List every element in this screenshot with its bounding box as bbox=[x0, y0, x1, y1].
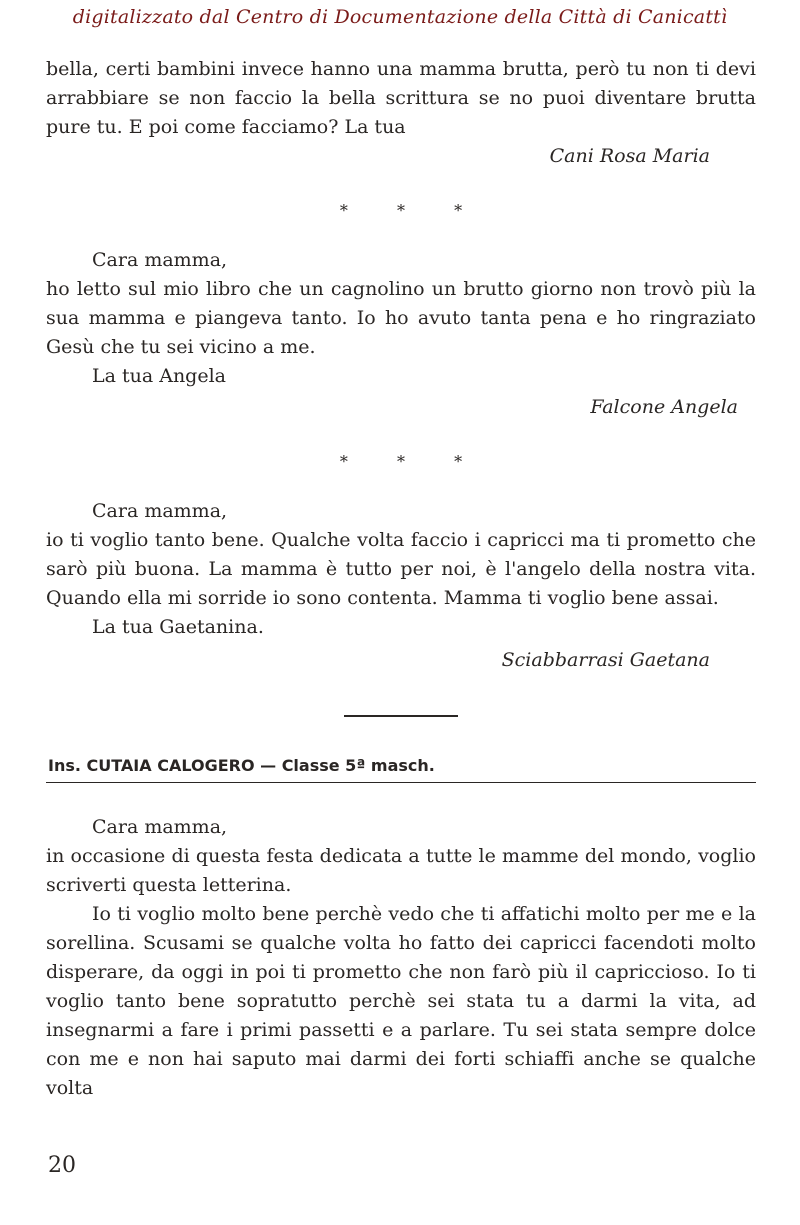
separator-stars-2: * * * bbox=[339, 452, 485, 471]
section-heading: Ins. CUTAIA CALOGERO — Classe 5ª masch. bbox=[48, 756, 435, 775]
letter-3-body: io ti voglio tanto bene. Qualche volta faccio i capricci ma ti prometto che sarò più buona. La mamma è tutto per noi, è l'angelo della nostra vita. Quando ella mi sorride io sono contenta. Mamma ti voglio bene assai. bbox=[46, 529, 756, 609]
letter-3-closing: La tua Gaetanina. bbox=[92, 616, 264, 638]
section-heading-rule bbox=[46, 782, 756, 783]
letter-2-greeting: Cara mamma, bbox=[92, 249, 228, 271]
page-content bbox=[46, 55, 756, 1103]
letter-1-body: bella, certi bambini invece hanno una mamma brutta, però tu non ti devi arrabbiare se non faccio la bella scrittura se no puoi diventare brutta pure tu. E poi come facciamo? La tua bbox=[46, 58, 756, 138]
letter-4-greeting: Cara mamma, bbox=[92, 816, 228, 838]
letter-3-signature: Sciabbarrasi Gaetana bbox=[501, 649, 710, 671]
letter-2-signature: Falcone Angela bbox=[590, 396, 738, 418]
letter-4-body-2: Io ti voglio molto bene perchè vedo che ti affatichi molto per me e la sorellina. Scusami se qualche volta ho fatto dei capricci facendoti molto disperare, da oggi in poi ti prometto che non farò più il capriccioso. Io ti voglio tanto bene sopratutto perchè sei stata tu a darmi la vita, ad insegnarmi a fare i primi passetti e a parlare. Tu sei stata sempre dolce con me e non hai saputo mai darmi dei forti schiaffi anche se qualche volta bbox=[46, 903, 756, 1099]
section-divider-short bbox=[344, 715, 458, 717]
letter-3-greeting: Cara mamma, bbox=[92, 500, 228, 522]
letter-2-body: ho letto sul mio libro che un cagnolino un brutto giorno non trovò più la sua mamma e piangeva tanto. Io ho avuto tanta pena e ho ringraziato Gesù che tu sei vicino a me. bbox=[46, 278, 756, 358]
letter-4-body-1: in occasione di questa festa dedicata a tutte le mamme del mondo, voglio scriverti questa letterina. bbox=[46, 845, 756, 896]
digitization-watermark: digitalizzato dal Centro di Documentazione della Città di Canicattì bbox=[72, 6, 728, 28]
letter-2-closing: La tua Angela bbox=[92, 365, 226, 387]
letter-1-signature: Cani Rosa Maria bbox=[549, 145, 710, 167]
page-number: 20 bbox=[48, 1153, 76, 1178]
separator-stars-1: * * * bbox=[339, 201, 485, 220]
